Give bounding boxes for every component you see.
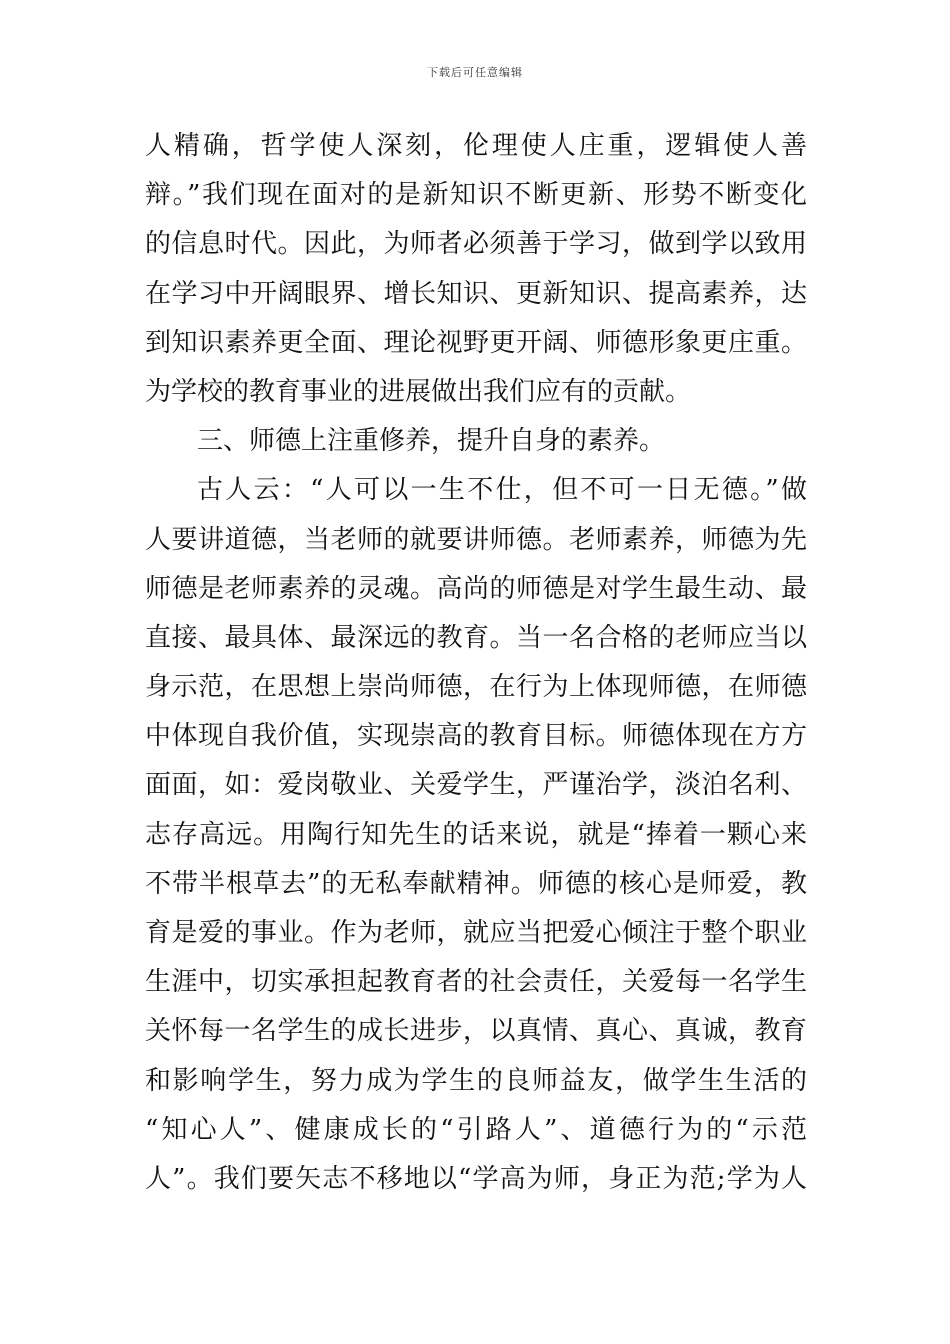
text-line: 育是爱的事业。作为老师，就应当把爱心倾注于整个职业 bbox=[145, 918, 807, 948]
text-line: 师德是老师素养的灵魂。高尚的师德是对学生最生动、最 bbox=[145, 573, 807, 604]
text-line: 人精确，哲学使人深刻，伦理使人庄重，逻辑使人善 bbox=[145, 131, 807, 161]
text-line: 生涯中，切实承担起教育者的社会责任，关爱每一名学生 bbox=[145, 967, 807, 998]
text-line: 关怀每一名学生的成长进步，以真情、真心、真诚，教育 bbox=[145, 1016, 807, 1047]
text-line: 人”。我们要矢志不移地以“学高为师，身正为范;学为人 bbox=[145, 1163, 807, 1194]
text-line: 志存高远。用陶行知先生的话来说，就是“捧着一颗心来 bbox=[145, 819, 807, 850]
text-line: 的信息时代。因此，为师者必须善于学习，做到学以致用 bbox=[145, 229, 807, 260]
text-line: 中体现自我价值，实现崇高的教育目标。师德体现在方方 bbox=[145, 721, 807, 752]
text-line: 身示范，在思想上崇尚师德，在行为上体现师德，在师德 bbox=[145, 672, 807, 703]
text-line: 不带半根草去”的无私奉献精神。师德的核心是师爱，教 bbox=[145, 868, 807, 899]
text-line: 在学习中开阔眼界、增长知识、更新知识、提高素养，达 bbox=[145, 278, 807, 309]
text-line: 古人云：“人可以一生不仕，但不可一日无德。”做 bbox=[197, 475, 807, 506]
text-line: 直接、最具体、最深远的教育。当一名合格的老师应当以 bbox=[145, 622, 807, 653]
text-line: 到知识素养更全面、理论视野更开阔、师德形象更庄重。 bbox=[145, 327, 807, 358]
text-line: 面面，如：爱岗敬业、关爱学生，严谨治学，淡泊名利、 bbox=[145, 770, 807, 801]
section-heading: 三、师德上注重修养，提升自身的素养。 bbox=[197, 426, 666, 457]
page-header: 下载后可任意编辑 bbox=[427, 66, 523, 79]
text-line: 为学校的教育事业的进展做出我们应有的贡献。 bbox=[145, 376, 692, 407]
body-text bbox=[145, 122, 807, 1204]
text-line: “知心人”、健康成长的“引路人”、道德行为的“示范 bbox=[145, 1114, 807, 1145]
text-line: 人要讲道德，当老师的就要讲师德。老师素养，师德为先 bbox=[145, 524, 807, 555]
text-line: 辩。”我们现在面对的是新知识不断更新、形势不断变化 bbox=[145, 180, 807, 211]
text-line: 和影响学生，努力成为学生的良师益友，做学生生活的 bbox=[145, 1065, 807, 1096]
